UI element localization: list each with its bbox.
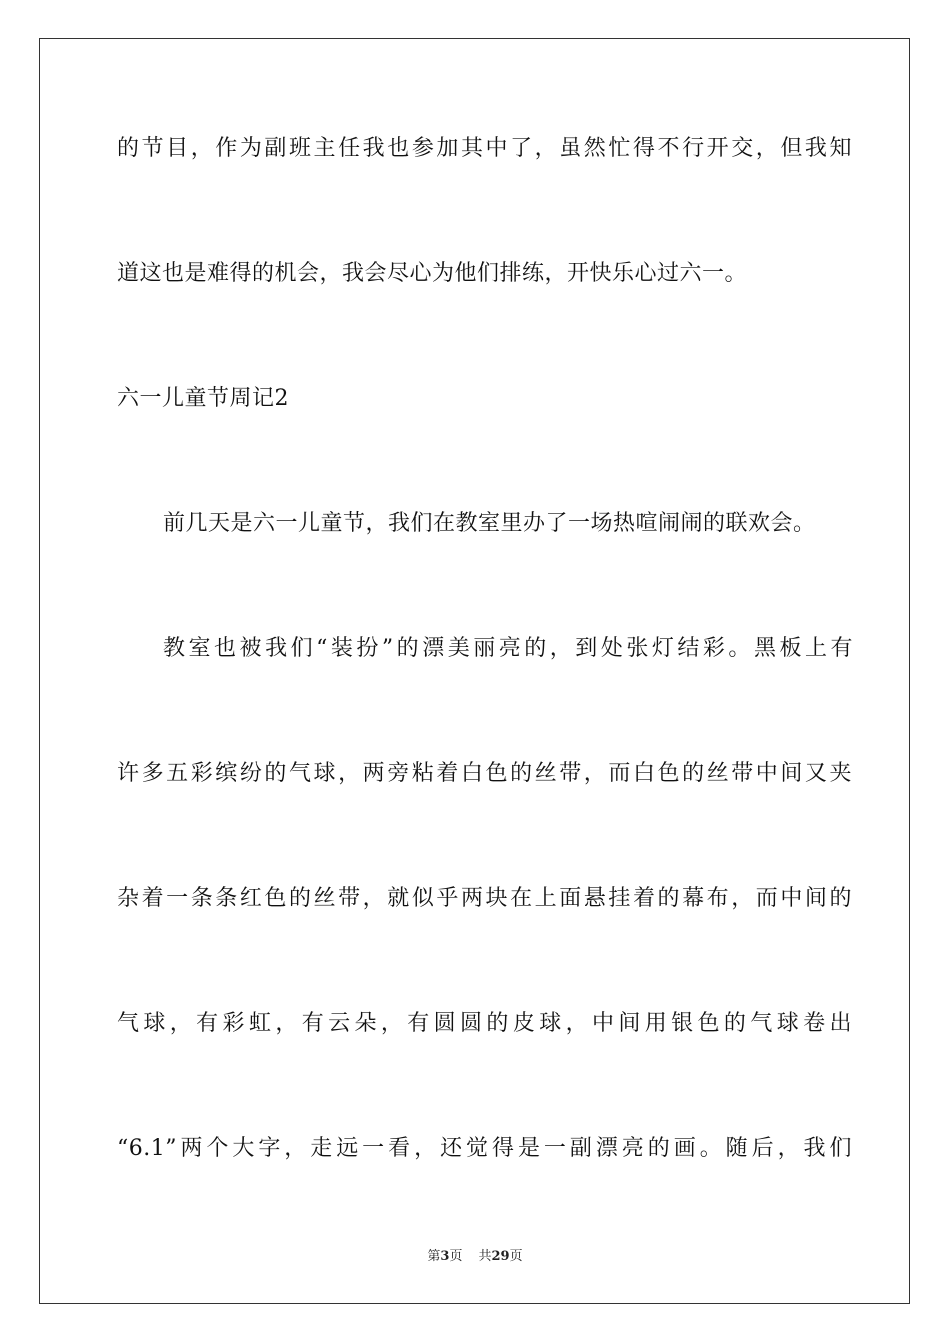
footer-page-prefix: 第 xyxy=(427,1249,441,1264)
text-line-4: 教室也被我们“装扮”的漂美丽亮的，到处张灯结彩。黑板上有 xyxy=(163,636,853,661)
text-line-3: 前几天是六一儿童节，我们在教室里办了一场热喧闹闹的联欢会。 xyxy=(163,511,816,536)
section-heading: 六一儿童节周记2 xyxy=(117,386,289,411)
page-footer xyxy=(0,1248,950,1266)
text-line-8: “6.1”两个大字，走远一看，还觉得是一副漂亮的画。随后，我们 xyxy=(117,1136,852,1161)
footer-page-number: 3 xyxy=(440,1249,450,1264)
page-border xyxy=(39,38,910,1304)
text-line-1: 的节目，作为副班主任我也参加其中了，虽然忙得不行开交，但我知 xyxy=(117,136,852,161)
text-line-7: 气球，有彩虹，有云朵，有圆圆的皮球，中间用银色的气球卷出 xyxy=(117,1011,852,1036)
footer-total-suffix: 页 xyxy=(509,1249,523,1264)
text-line-2: 道这也是难得的机会，我会尽心为他们排练，开快乐心过六一。 xyxy=(117,261,748,286)
text-line-6: 杂着一条条红色的丝带，就似乎两块在上面悬挂着的幕布，而中间的 xyxy=(117,886,852,911)
footer-page-suffix: 页 xyxy=(449,1249,463,1264)
footer-total-prefix: 共 xyxy=(478,1249,492,1264)
footer-total-pages: 29 xyxy=(491,1249,510,1264)
text-line-5: 许多五彩缤纷的气球，两旁粘着白色的丝带，而白色的丝带中间又夹 xyxy=(117,761,852,786)
